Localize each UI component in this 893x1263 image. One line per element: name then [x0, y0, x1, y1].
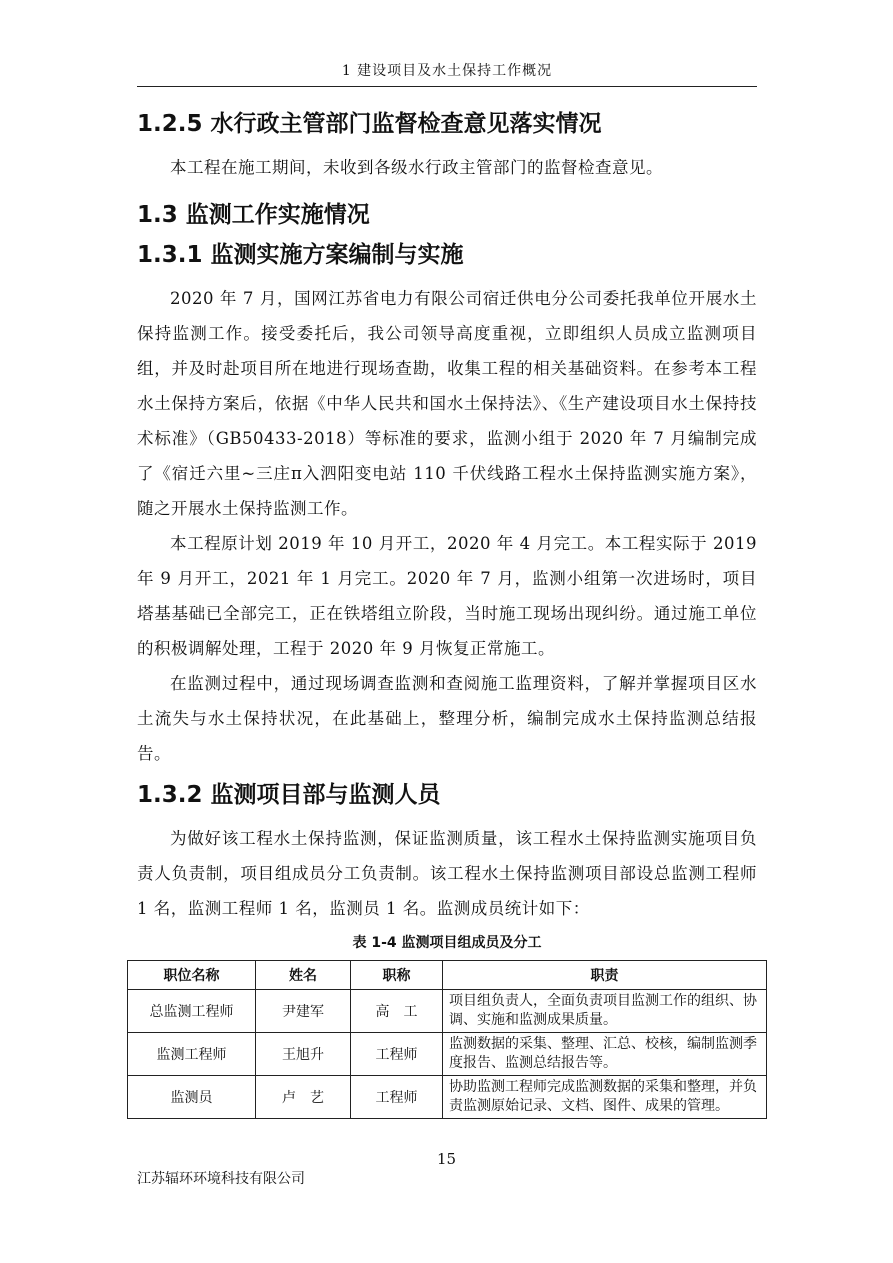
- cell-title: 工程师: [351, 1076, 443, 1119]
- paragraph: 本工程在施工期间，未收到各级水行政主管部门的监督检查意见。: [170, 158, 663, 177]
- table-header-row: [128, 961, 767, 990]
- cell-position: 监测员: [128, 1076, 256, 1119]
- section-heading-1-3: 1.3 监测工作实施情况: [137, 202, 370, 228]
- cell-duty: 监测数据的采集、整理、汇总、校核，编制监测季度报告、监测总结报告等。: [443, 1033, 767, 1076]
- cell-duty: 协助监测工程师完成监测数据的采集和整理，并负责监测原始记录、文档、图件、成果的管理。: [443, 1076, 767, 1119]
- company-name: 江苏辐环环境科技有限公司: [137, 1171, 305, 1187]
- column-header-name: 姓名: [256, 961, 351, 990]
- table-row: [128, 1033, 767, 1076]
- section-heading-1-3-1: 1.3.1 监测实施方案编制与实施: [137, 242, 464, 268]
- page-content: [137, 108, 757, 1119]
- table-caption: 表 1-4 监测项目组成员及分工: [352, 935, 542, 951]
- cell-position: 监测工程师: [128, 1033, 256, 1076]
- cell-name: 卢 艺: [256, 1076, 351, 1119]
- section-heading-1-2-5: 1.2.5 水行政主管部门监督检查意见落实情况: [137, 111, 602, 137]
- section-heading-1-3-2: 1.3.2 监测项目部与监测人员: [137, 782, 441, 808]
- cell-title: 工程师: [351, 1033, 443, 1076]
- page-number: 15: [436, 1150, 457, 1168]
- column-header-title: 职称: [351, 961, 443, 990]
- cell-title: 高 工: [351, 990, 443, 1033]
- cell-duty: 项目组负责人，全面负责项目监测工作的组织、协调、实施和监测成果质量。: [443, 990, 767, 1033]
- paragraph: 在监测过程中，通过现场调查监测和查阅施工监理资料，了解并掌握项目区水土流失与水土保持状况，在此基础上，整理分析，编制完成水土保持监测总结报告。: [137, 674, 757, 763]
- cell-name: 王旭升: [256, 1033, 351, 1076]
- running-header: 1 建设项目及水土保持工作概况: [137, 60, 757, 87]
- paragraph: 2020 年 7 月，国网江苏省电力有限公司宿迁供电分公司委托我单位开展水土保持监测工作。接受委托后，我公司领导高度重视，立即组织人员成立监测项目组，并及时赴项目所在地进行现场查勘，收集工程的相关基础资料。在参考本工程水土保持方案后，依据《中华人民共和国水土保持法》、《生产建设项目水土保持技术标准》（GB50433-2018）等标准的要求，监测小组于 2020 年 7 月编制完成了《宿迁六里~三庄π入泗阳变电站 110 千伏线路工程水土保持监测实施方案》，随之开展水土保持监测工作。: [137, 289, 757, 518]
- cell-position: 总监测工程师: [128, 990, 256, 1033]
- table-row: [128, 1076, 767, 1119]
- table-row: [128, 990, 767, 1033]
- staff-table: [127, 960, 767, 1119]
- paragraph: 本工程原计划 2019 年 10 月开工，2020 年 4 月完工。本工程实际于 2019 年 9 月开工，2021 年 1 月完工。2020 年 7 月，监测小组第一次进场时，项目塔基基础已全部完工，正在铁塔组立阶段，当时施工现场出现纠纷。通过施工单位的积极调解处理，工程于 2020 年 9 月恢复正常施工。: [137, 534, 757, 658]
- cell-name: 尹建军: [256, 990, 351, 1033]
- paragraph: 为做好该工程水土保持监测，保证监测质量，该工程水土保持监测实施项目负责人负责制，项目组成员分工负责制。该工程水土保持监测项目部设总监测工程师 1 名，监测工程师 1 名，监测员 1 名。监测成员统计如下：: [137, 829, 757, 918]
- column-header-duty: 职责: [443, 961, 767, 990]
- column-header-position: 职位名称: [128, 961, 256, 990]
